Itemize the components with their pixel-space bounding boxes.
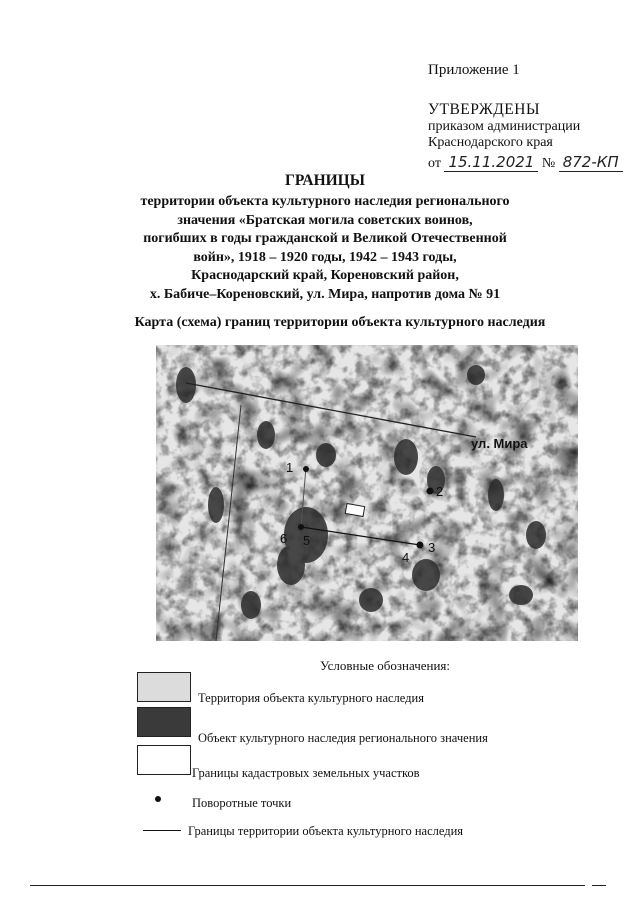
legend-item-points: Поворотные точки [192, 796, 292, 810]
point-label-1: 1 [286, 460, 294, 475]
point-label-5: 5 [303, 533, 311, 548]
subtitle-line: Краснодарский край, Кореновский район, [191, 268, 459, 284]
subtitle-line: погибших в годы гражданской и Великой Отечественной [143, 231, 507, 247]
order-date-row [428, 153, 623, 172]
subtitle-line: войн», 1918 – 1920 годы, 1942 – 1943 годы, [193, 249, 457, 265]
boundary-map [156, 345, 578, 641]
map-image [156, 345, 578, 641]
approved-by-line-2: Краснодарского края [428, 135, 553, 150]
point-label-2: 2 [436, 484, 444, 499]
cadastral-swatch [137, 745, 191, 775]
legend-item-cadastral: Границы кадастровых земельных участков [192, 766, 420, 780]
subtitle-line: значения «Братская могила советских воинов, [177, 212, 473, 228]
object-swatch [137, 707, 191, 737]
number-prefix: № [541, 156, 556, 171]
street-label: ул. Мира [471, 436, 528, 451]
order-date: 15.11.2021 [444, 153, 538, 172]
legend-item-boundary: Границы территории объекта культурного наследия [188, 824, 464, 838]
footer-divider-end [592, 885, 606, 886]
approved-heading: УТВЕРЖДЕНЫ [428, 101, 540, 118]
turning-point [427, 488, 434, 495]
legend-item-territory: Территория объекта культурного наследия [198, 691, 424, 705]
legend-item-object: Объект культурного наследия регионального значения [198, 731, 488, 745]
point-label-4: 4 [402, 550, 410, 565]
boundary-line-symbol [143, 830, 181, 831]
approved-by-line [428, 119, 580, 151]
map-caption: Карта (схема) границ территории объекта культурного наследия [134, 315, 546, 330]
legend-title: Условные обозначения: [320, 658, 451, 673]
appendix-label: Приложение 1 [428, 62, 520, 78]
document-title: ГРАНИЦЫ [285, 172, 365, 189]
point-label-6: 6 [280, 531, 288, 546]
turning-point [417, 542, 424, 549]
point-label-3: 3 [428, 540, 436, 555]
turning-point [298, 524, 304, 530]
subtitle-line: х. Бабиче–Кореновский, ул. Мира, напротив дома № 91 [149, 286, 501, 302]
turning-point-symbol [155, 796, 161, 802]
date-prefix: от [428, 156, 441, 171]
territory-swatch [137, 672, 191, 702]
approved-by-line-1: приказом администрации [428, 119, 581, 134]
turning-point [303, 466, 309, 472]
subtitle-line: территории объекта культурного наследия регионального [140, 194, 510, 209]
document-subtitle [60, 193, 590, 305]
footer-divider [30, 885, 585, 886]
order-number: 872-КП [559, 153, 623, 172]
